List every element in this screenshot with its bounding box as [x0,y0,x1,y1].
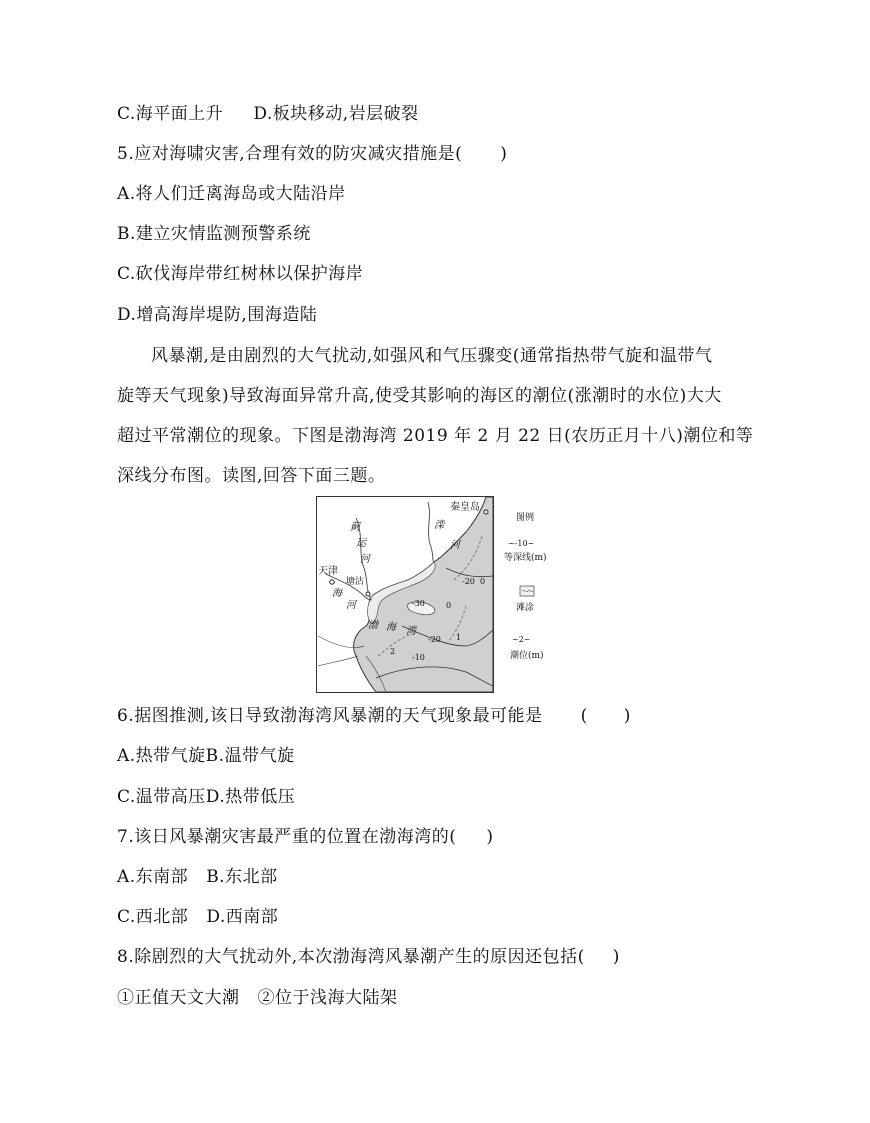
tianjin-marker [330,580,334,584]
q6-stem-text: 6.据图推测,该日导致渤海湾风暴潮的天气现象最可能是 [117,706,543,726]
tide-label-4: 2 [390,647,396,656]
q8-items-row [117,987,398,1009]
passage-line-3: 超过平常潮位的现象。下图是渤海湾 2019 年 2 月 22 日(农历正月十八)潮位和等 [117,426,754,446]
legend-tide-label: 潮位(m) [510,651,544,661]
q6-option-row-1: A.热带气旋B.温带气旋 [117,746,295,766]
legend-mudflat-label: 滩涂 [516,603,535,613]
label-luan: 滦 [434,520,444,531]
label-he-3: 河 [346,600,356,611]
passage-line-1: 风暴潮,是由剧烈的大气扰动,如强风和气压骤变(通常指热带气旋和温带气 [151,346,713,366]
legend-title: 图例 [516,513,535,523]
q7-option-c: C.西北部 [117,907,189,927]
q7-option-d: D.西南部 [206,907,279,927]
label-he-1: 河 [360,554,370,565]
q7-option-row-2 [117,906,278,928]
label-qinhuangdao: 秦皇岛 [450,502,480,513]
passage [117,345,757,505]
label-he-2: 河 [450,540,460,551]
depth-label-3: -20 [428,635,441,644]
tanggu-marker [366,592,370,596]
q5-option-a: A.将人们迁离海岛或大陆沿岸 [117,184,346,204]
q7-stem [117,826,494,848]
q4-options-row [117,103,419,125]
q5-stem-text: 5.应对海啸灾害,合理有效的防灾减灾措施是( [117,144,463,164]
q7-option-b: B.东北部 [206,867,278,887]
legend-tide-sample: ~2~ [512,635,531,644]
depth-label-1: -20 [462,577,475,586]
label-tianjin: 天津 [318,566,338,577]
label-bo: 渤 [368,620,378,631]
q7-option-row-1 [117,866,278,888]
legend-contour-sample: ~-10~ [508,539,535,548]
q6-open-paren: ( [580,706,588,726]
label-tanggu: 塘沽 [346,577,365,587]
tide-label-2: 0 [446,601,452,610]
q5-option-c: C.砍伐海岸带红树林以保护海岸 [117,264,364,284]
q5-close-paren: ) [500,144,508,164]
q6-stem [117,705,631,727]
passage-line-4: 深线分布图。读图,回答下面三题。 [117,466,386,486]
q5-option-b: B.建立灾情监测预警系统 [117,224,311,244]
q6-close-paren: ) [623,706,631,726]
qinhuangdao-marker [484,510,488,514]
legend-contour-label: 等深线(m) [504,553,547,563]
label-wan: 湾 [406,626,416,637]
depth-label-2: -30 [412,599,425,608]
q7-close-paren: ) [486,827,494,847]
q7-option-a: A.东南部 [117,867,189,887]
passage-line-2: 旋等天气现象)导致海面异常升高,使受其影响的海区的潮位(涨潮时的水位)大大 [117,386,722,406]
q4-option-c: C.海平面上升 [117,104,224,124]
q8-stem-text: 8.除剧烈的大气扰动外,本次渤海湾风暴潮产生的原因还包括( [117,947,585,967]
q8-item-2: ②位于浅海大陆架 [257,988,398,1008]
depth-label-4: -10 [412,653,425,662]
tide-label-3: 1 [456,633,462,642]
label-yun: 运 [356,538,366,549]
q4-option-d: D.板块移动,岩层破裂 [253,104,419,124]
map-legend [504,511,547,661]
q6-option-row-2: C.温带高压D.热带低压 [117,787,296,807]
q5-stem [117,143,507,165]
q7-stem-text: 7.该日风暴潮灾害最严重的位置在渤海湾的( [117,827,457,847]
q8-stem [117,946,620,968]
label-hai-bay: 海 [386,622,396,633]
q8-item-1: ①正值天文大潮 [117,988,240,1008]
bohai-bay-map [316,496,556,694]
tide-label-1: 0 [480,577,486,586]
label-hai: 海 [332,588,342,599]
q8-close-paren: ) [612,947,620,967]
q5-option-d: D.增高海岸堤防,围海造陆 [117,305,318,325]
label-ji: 蓟 [350,522,360,533]
